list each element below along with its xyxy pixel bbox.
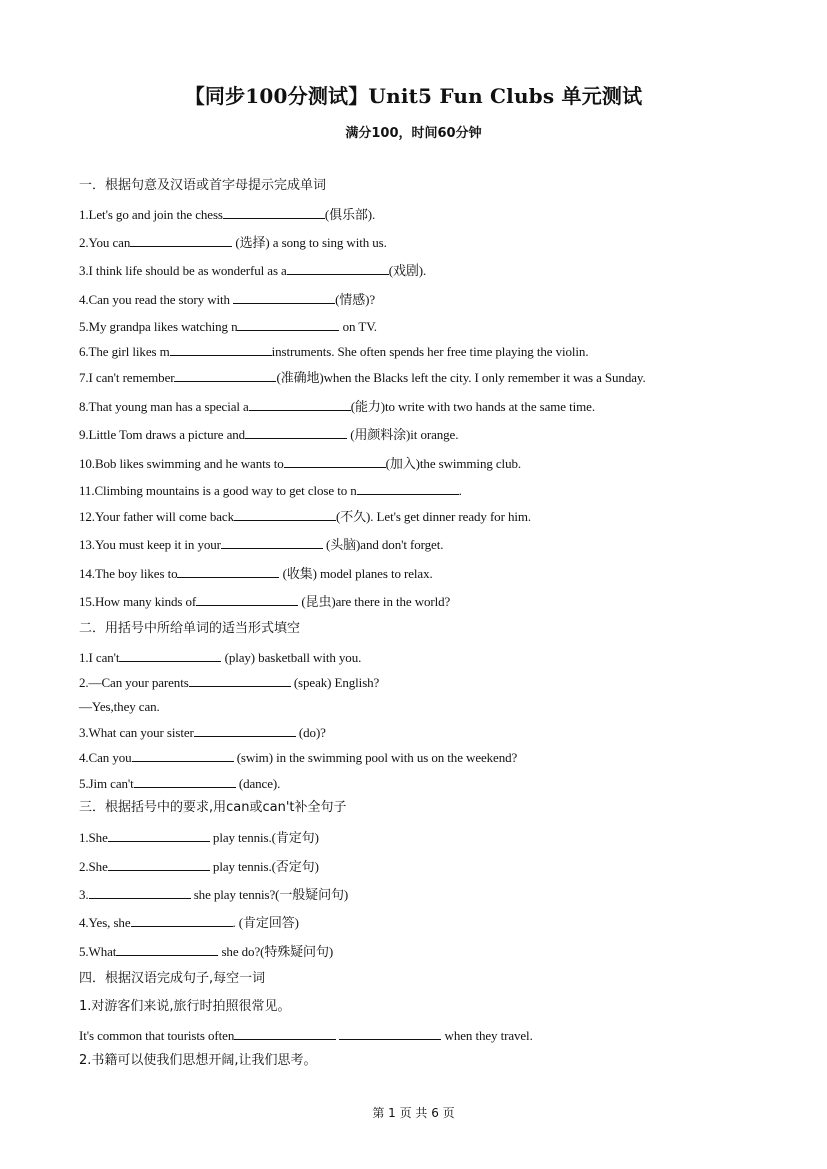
section-4-heading: 四．根据汉语完成句子,每空一词 — [79, 971, 266, 986]
answer-blank[interactable] — [119, 649, 221, 662]
answer-blank[interactable] — [249, 398, 351, 411]
answer-blank[interactable] — [134, 775, 236, 788]
s1-question-7: 7.I can't remember (准确地)when the Blacks left the city. I only remember it was a Sunday. — [79, 370, 646, 385]
answer-blank[interactable] — [357, 482, 459, 495]
s1-question-10: 10.Bob likes swimming and he wants to (加入)the swimming club. — [79, 456, 522, 471]
s2-question-5: 5.Jim can't (dance). — [79, 776, 281, 791]
s3-question-1: 1.She play tennis.(肯定句) — [79, 830, 319, 845]
s1-question-1: 1.Let's go and join the chess (俱乐部). — [79, 207, 376, 222]
answer-blank[interactable] — [89, 886, 191, 899]
answer-blank[interactable] — [131, 914, 233, 927]
s2-question-3: 3.What can your sister (do)? — [79, 725, 326, 740]
document-title: 【同步100分测试】Unit5 Fun Clubs 单元测试 — [184, 84, 643, 108]
s2-question-4: 4.Can you (swim) in the swimming pool with us on the weekend? — [79, 750, 518, 765]
answer-blank[interactable] — [170, 343, 272, 356]
s1-question-13: 13.You must keep it in your (头脑)and don't forget. — [79, 537, 444, 552]
answer-blank[interactable] — [339, 1027, 441, 1040]
answer-blank[interactable] — [233, 291, 335, 304]
s1-question-15: 15.How many kinds of (昆虫)are there in the world? — [79, 594, 451, 609]
s1-question-11: 11.Climbing mountains is a good way to get close to n . — [79, 483, 462, 498]
s3-question-3: 3. she play tennis?(一般疑问句) — [79, 887, 349, 902]
s2-question-1: 1.I can't (play) basketball with you. — [79, 650, 362, 665]
answer-blank[interactable] — [245, 426, 347, 439]
answer-blank[interactable] — [189, 674, 291, 687]
answer-blank[interactable] — [177, 565, 279, 578]
answer-blank[interactable] — [284, 455, 386, 468]
s1-question-9: 9.Little Tom draws a picture and (用颜料涂)it orange. — [79, 427, 459, 442]
answer-blank[interactable] — [223, 206, 325, 219]
s2-question-2: 2.—Can your parents (speak) English? — [79, 675, 380, 690]
answer-blank[interactable] — [108, 858, 210, 871]
page-footer: 第 1 页 共 6 页 — [372, 1106, 455, 1120]
s1-question-6: 6.The girl likes m instruments. She often spends her free time playing the violin. — [79, 344, 589, 359]
answer-blank[interactable] — [287, 262, 389, 275]
answer-blank[interactable] — [194, 724, 296, 737]
answer-blank[interactable] — [130, 234, 232, 247]
section-2-heading: 二．用括号中所给单词的适当形式填空 — [79, 621, 301, 636]
s1-question-5: 5.My grandpa likes watching n on TV. — [79, 319, 377, 334]
s1-question-14: 14.The boy likes to (收集) model planes to relax. — [79, 566, 433, 581]
s1-question-3: 3.I think life should be as wonderful as a (戏剧). — [79, 263, 427, 278]
s1-question-12: 12.Your father will come back (不久). Let's get dinner ready for him. — [79, 509, 532, 524]
section-1-heading: 一．根据句意及汉语或首字母提示完成单词 — [79, 178, 327, 193]
document-subtitle: 满分100，时间60分钟 — [345, 126, 482, 141]
s3-question-4: 4.Yes, she . (肯定回答) — [79, 915, 299, 930]
answer-blank[interactable] — [234, 1027, 336, 1040]
s1-question-4: 4.Can you read the story with (情感)? — [79, 292, 375, 307]
answer-blank[interactable] — [174, 369, 276, 382]
s2-question-2-answer: —Yes,they can. — [79, 699, 160, 714]
s3-question-5: 5.What she do?(特殊疑问句) — [79, 944, 334, 959]
section-3-heading: 三．根据括号中的要求,用can或can't补全句子 — [79, 800, 347, 815]
s1-question-2: 2.You can (选择) a song to sing with us. — [79, 235, 387, 250]
answer-blank[interactable] — [116, 943, 218, 956]
s1-question-8: 8.That young man has a special a (能力)to write with two hands at the same time. — [79, 399, 595, 414]
answer-blank[interactable] — [108, 829, 210, 842]
answer-blank[interactable] — [234, 508, 336, 521]
s3-question-2: 2.She play tennis.(否定句) — [79, 859, 319, 874]
answer-blank[interactable] — [132, 749, 234, 762]
answer-blank[interactable] — [237, 318, 339, 331]
s4-question-1-english: It's common that tourists often when they travel. — [79, 1028, 533, 1043]
answer-blank[interactable] — [196, 593, 298, 606]
s4-question-2-chinese: 2.书籍可以使我们思想开阔,让我们思考。 — [79, 1053, 317, 1068]
s4-question-1-chinese: 1.对游客们来说,旅行时拍照很常见。 — [79, 999, 291, 1014]
answer-blank[interactable] — [221, 536, 323, 549]
